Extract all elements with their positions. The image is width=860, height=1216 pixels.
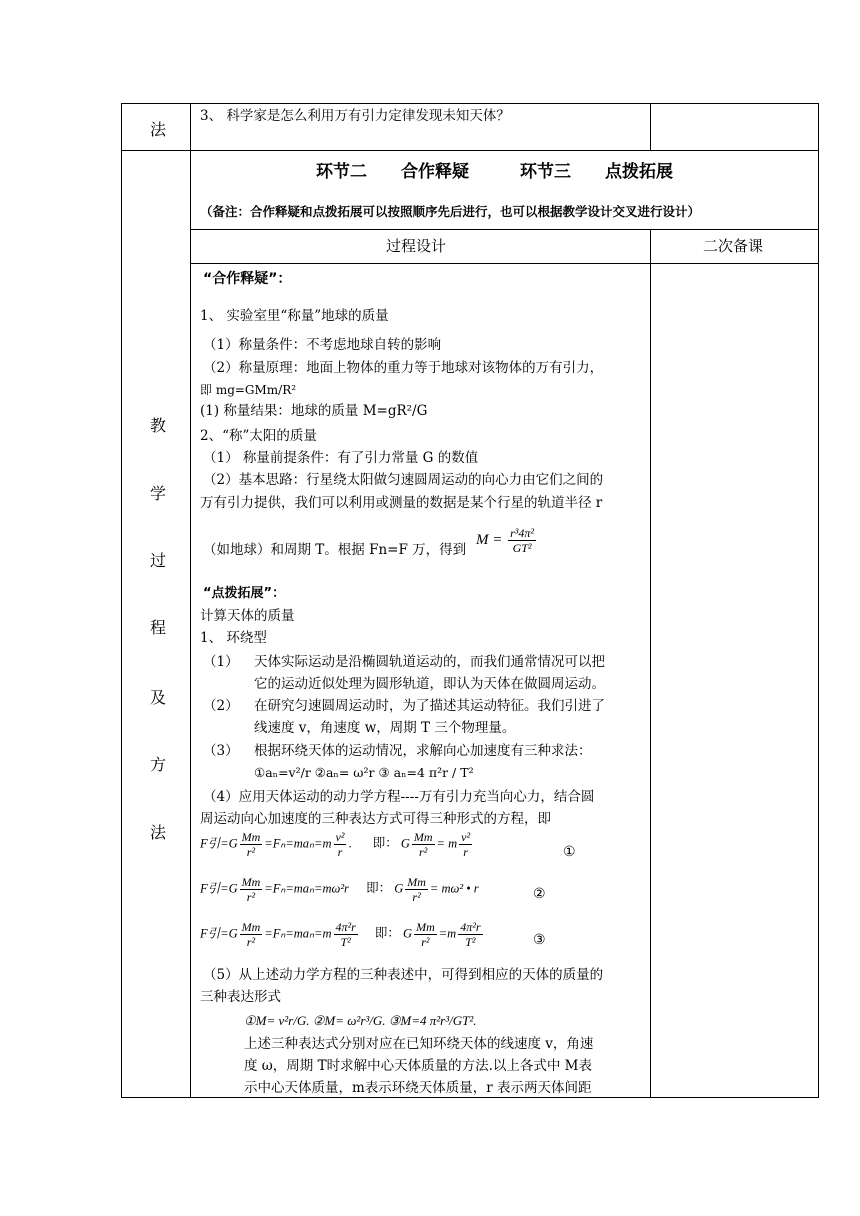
content-line: 1、 环绕型 <box>200 630 267 646</box>
left-column-char: 教 <box>149 416 166 435</box>
row-divider <box>190 229 819 230</box>
content-line: 即 mg=GMm/R² <box>200 383 297 397</box>
content-line: 万有引力提供，我们可以利用或测量的数据是某个行星的轨道半径 r <box>200 495 603 511</box>
equation-marker: ② <box>533 886 546 902</box>
equation-1: F引=G $\frac{Mm}{\text{r²}}$ =Fₙ=maₙ=m $\frac{\text{v²}}{r}$ . 即： G $\frac{Mm}{\text{r²}}$ = m $\frac{\text{v²}}{r}$ <box>200 830 471 859</box>
content-line: 上述三种表达式分别对应在已知环绕天体的线速度 v，角速 <box>244 1036 594 1052</box>
column-divider <box>650 103 651 150</box>
content-line: 计算天体的质量 <box>200 608 295 624</box>
content-line: （2）称量原理：地面上物体的重力等于地球对该物体的万有引力， <box>203 360 604 376</box>
content-line: 在研究匀速圆周运动时，为了描述其运动特征。我们引进了 <box>254 698 605 714</box>
left-column-char: 方 <box>149 755 166 774</box>
left-column-char: 程 <box>149 618 166 637</box>
content-line: （1） 称量前提条件：有了引力常量 G 的数值 <box>203 450 479 466</box>
content-line: 1、 实验室里“称量”地球的质量 <box>200 308 389 324</box>
section-title: 环节二 合作释疑 环节三 点拨拓展 <box>316 162 673 182</box>
paragraph-marker: （2） <box>203 698 239 714</box>
heading-cooperation: “合作释疑”： <box>203 271 292 287</box>
section-note: （备注：合作释疑和点拨拓展可以按照顺序先后进行，也可以根据教学设计交叉进行设计） <box>200 204 701 219</box>
content-line: ①aₙ=v²/r ②aₙ= ω²r ③ aₙ=4 π²r / T² <box>254 765 474 780</box>
column-divider <box>190 103 191 1098</box>
content-line: （5）从上述动力学方程的三种表述中，可得到相应的天体的质量的 <box>203 967 604 983</box>
content-line: （2）基本思路：行星绕太阳做匀速圆周运动的向心力由它们之间的 <box>203 472 604 488</box>
content-line: 2、“称”太阳的质量 <box>200 428 317 444</box>
heading-extension: “点拨拓展”： <box>203 586 286 601</box>
paragraph-marker: （1） <box>203 654 239 670</box>
equation-2: F引=G $\frac{Mm}{\text{r²}}$ =Fₙ=maₙ=mω²r 即： G $\frac{Mm}{\text{r²}}$ = mω² • r <box>200 875 479 904</box>
left-column-char: 学 <box>149 484 166 503</box>
left-column-char: 法 <box>149 823 166 842</box>
content-line: （4）应用天体运动的动力学方程----万有引力充当向心力，结合圆 <box>203 789 595 805</box>
content-line: 周运动向心加速度的三种表达方式可得三种形式的方程，即 <box>200 811 551 827</box>
content-line: 三种表达形式 <box>200 989 281 1005</box>
mass-formula: M = $\frac{\text{r³4π²}}{\text{GT²}}$ <box>476 526 535 555</box>
column-divider <box>650 229 651 1098</box>
content-line: ①M= v²r/G. ②M= ω²r³/G. ③M=4 π²r³/GT². <box>244 1013 477 1028</box>
content-line: 它的运动近似处理为圆形轨道，即认为天体在做圆周运动。 <box>254 676 605 692</box>
content-line: 示中心天体质量，m表示环绕天体质量，r 表示两天体间距 <box>244 1080 592 1096</box>
top-row-left-char: 法 <box>149 120 166 139</box>
content-line: 线速度 v，角速度 w，周期 T 三个物理量。 <box>254 720 516 736</box>
content-line: 度 ω，周期 T时求解中心天体质量的方法.以上各式中 M表 <box>244 1058 593 1074</box>
column-header-second: 二次备课 <box>703 237 764 255</box>
content-line: （如地球）和周期 T。根据 Fn=F 万，得到 <box>203 542 467 558</box>
content-line: (1) 称量结果：地球的质量 M=gR²/G <box>200 403 428 419</box>
left-column-char: 及 <box>149 688 166 707</box>
content-line: （1）称量条件：不考虑地球自转的影响 <box>203 337 442 353</box>
row-divider <box>190 263 819 264</box>
question-3: 3、 科学家是怎么利用万有引力定律发现未知天体？ <box>200 108 510 124</box>
equation-3: F引=G $\frac{Mm}{\text{r²}}$ =Fₙ=maₙ=m $\frac{\text{4π²r}}{\text{T²}}$ 即： G $\frac{Mm}{\text{r²}}$ =m $\frac{\text{4π²r}}{\text{T²}}$ <box>200 920 481 949</box>
equation-marker: ③ <box>533 932 546 948</box>
left-column-char: 过 <box>149 551 166 570</box>
content-line: 根据环绕天体的运动情况，求解向心加速度有三种求法： <box>254 743 592 759</box>
content-line: 天体实际运动是沿椭圆轨道运动的，而我们通常情况可以把 <box>254 654 605 670</box>
equation-marker: ① <box>563 844 576 860</box>
column-header-design: 过程设计 <box>386 237 447 255</box>
paragraph-marker: （3） <box>203 743 239 759</box>
row-divider <box>121 150 819 151</box>
